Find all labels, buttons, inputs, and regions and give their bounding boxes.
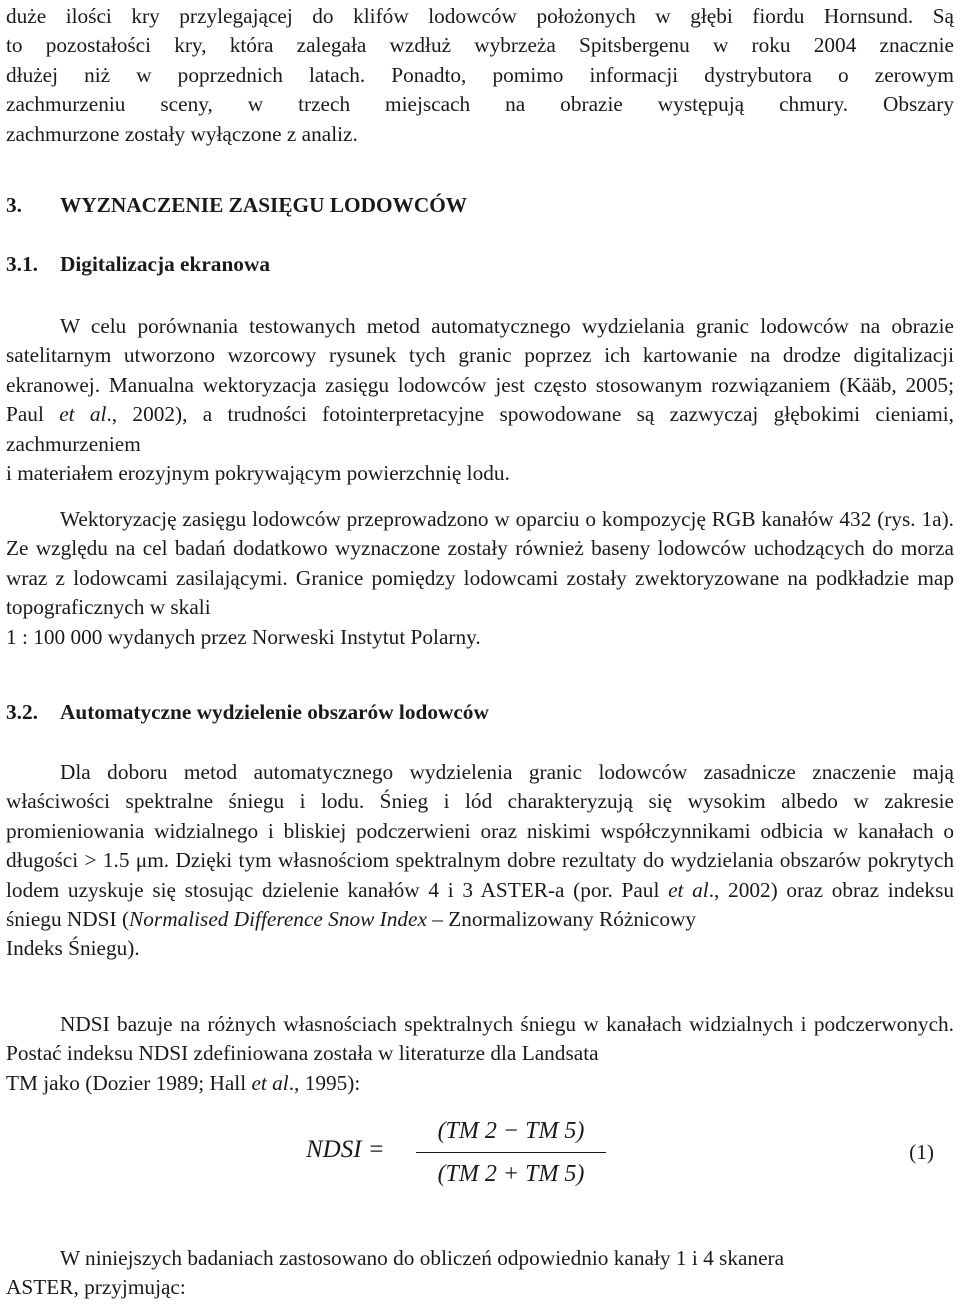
paragraph-text: – Znormalizowany Różnicowy	[426, 907, 697, 932]
section-3-1-paragraph-1	[6, 312, 954, 488]
intro-line-1: duże ilości kry przylegającej do klifów lodowców położonych w głębi fiordu Hornsund. Są	[6, 4, 954, 28]
paragraph-last-line: 1 : 100 000 wydanych przez Norweski Instytut Polarny.	[6, 624, 481, 649]
intro-line-4: zachmurzeniu sceny, w trzech miejscach na obrazie występują chmury. Obszary	[6, 92, 954, 117]
formula-fraction	[416, 1112, 606, 1193]
section-3-2-heading	[6, 700, 489, 725]
paragraph-text: ., 1995):	[288, 1070, 361, 1095]
paragraph-text: W niniejszych badaniach zastosowano do obliczeń odpowiednio kanały 1 i 4 skanera	[60, 1246, 785, 1270]
section-3-2-paragraph-1	[6, 758, 954, 964]
section-3-2-number: 3.2.	[6, 700, 38, 724]
ndsi-formula	[6, 1112, 954, 1192]
closing-paragraph	[6, 1244, 954, 1303]
intro-line-3: dłużej niż w poprzednich latach. Ponadto, pomimo informacji dystrybutora o zerowym	[6, 62, 954, 87]
formula-lhs: NDSI =	[306, 1136, 385, 1163]
intro-line-2: to pozostałości kry, która zalegała wzdłuż wybrzeża Spitsbergenu w roku 2004 znacznie	[6, 33, 954, 58]
italic-text: et al	[668, 877, 709, 902]
section-3-2-title: Automatyczne wydzielenie obszarów lodowców	[60, 700, 489, 724]
intro-paragraph	[6, 2, 954, 149]
section-3-1-title: Digitalizacja ekranowa	[60, 252, 270, 276]
italic-text: et al	[251, 1070, 289, 1095]
italic-text: Normalised Difference Snow Index	[129, 907, 427, 932]
paragraph-text: ., 2002) oraz obraz indeksu śniegu NDSI (	[6, 877, 955, 932]
formula-numerator: (TM 2 − TM 5)	[437, 1118, 585, 1144]
paragraph-text: W celu porównania testowanych metod automatycznego wydzielania granic lodowców na obrazie satelitarnym utworzono wzorcowy rysunek tych granic poprzez ich kartowanie na drodze digitalizacji ekranowej. Manualna wektoryzacja zasięgu lodowców jest często stosowanym rozwiązaniem (Kääb, 2005; Paul	[6, 314, 954, 427]
section-3-1-heading	[6, 252, 270, 277]
paragraph-last-line: i materiałem erozyjnym pokrywającym powierzchnię lodu.	[6, 461, 510, 486]
paragraph-text: TM jako (Dozier 1989; Hall	[6, 1070, 252, 1095]
section-3-number: 3.	[6, 193, 22, 217]
equation-number: (1)	[909, 1140, 934, 1164]
formula-denominator: (TM 2 + TM 5)	[437, 1161, 585, 1187]
paragraph-text: Wektoryzację zasięgu lodowców przeprowadzono w oparciu o kompozycję RGB kanałów 432 (rys. 1a). Ze względu na cel badań dodatkowo wyznaczone zostały również baseny lodowców uchodzących do morza wraz z lodowcami zasilającymi. Granice pomiędzy lodowcami zostały zwektoryzowane na podkładzie map topograficznych w skali	[6, 507, 954, 620]
section-3-title: WYZNACZENIE ZASIĘGU LODOWCÓW	[60, 193, 468, 217]
section-3-1-paragraph-2	[6, 505, 954, 652]
italic-text: et al	[59, 402, 107, 427]
fraction-bar	[416, 1152, 606, 1153]
paragraph-text: Dla doboru metod automatycznego wydzielenia granic lodowców zasadnicze znaczenie mają właściwości spektralne śniegu i lodu. Śnieg i lód charakteryzują się wysokim albedo w zakresie promieniowania widzialnego i bliskiej podczerwieni oraz niskimi współczynnikami odbicia w kanałach o długości > 1.5 μm. Dzięki tym własnościom spektralnym dobre rezultaty do wydzielania obszarów pokrytych lodem uzyskuje się stosując dzielenie kanałów 4 i 3 ASTER-a (por. Paul	[6, 760, 954, 902]
section-3-2-paragraph-2	[6, 1010, 954, 1098]
paragraph-last-line	[6, 1069, 954, 1098]
section-3-1-number: 3.1.	[6, 252, 38, 276]
intro-line-5: zachmurzone zostały wyłączone z analiz.	[6, 121, 358, 146]
section-3-heading	[6, 193, 467, 218]
paragraph-last-line: Indeks Śniegu).	[6, 936, 140, 961]
paragraph-text: ., 2002), a trudności fotointerpretacyjne spowodowane są zazwyczaj głębokimi cieniami, zachmurzeniem	[6, 402, 954, 456]
paragraph-text: NDSI bazuje na różnych własnościach spektralnych śniegu w kanałach widzialnych i podczerwonych. Postać indeksu NDSI zdefiniowana została w literaturze dla Landsata	[6, 1012, 954, 1066]
paragraph-last-line: ASTER, przyjmując:	[6, 1275, 186, 1300]
